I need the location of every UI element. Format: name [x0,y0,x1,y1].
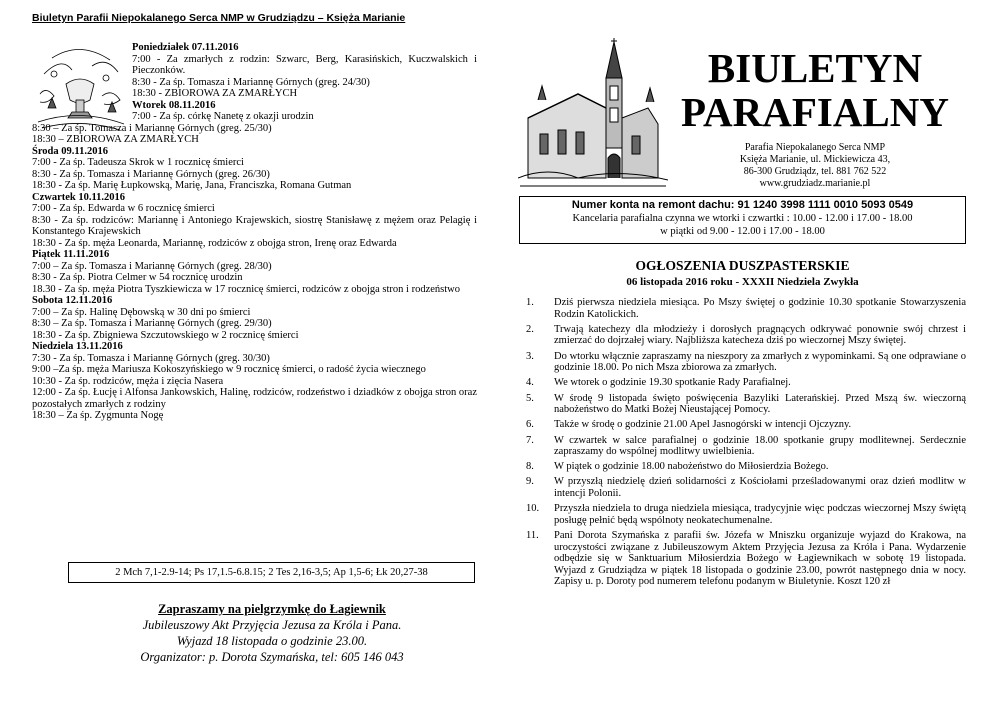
mass-item: 8:30 - Za śp. Tomasza i Mariannę Górnych (greg. 24/30) [132,76,370,88]
church-illustration [518,38,668,190]
mass-item: 7:30 - Za śp. Tomasza i Mariannę Górnych (greg. 30/30) [32,352,270,364]
day-title: Czwartek 10.11.2016 [32,191,126,203]
day-wednesday [32,146,477,192]
item-text: Do wtorku włącznie zapraszamy na nieszpory za zmarłych z wypominkami. Są one odprawiane o godzinie 18.00. Po nich Msza zbiorowa za zmarłych. [554,350,966,374]
day-title: Piątek 11.11.2016 [32,249,110,260]
mass-item: 10:30 - Za śp. rodziców, męża i zięcia Nasera [32,375,224,387]
announcement-item [526,351,966,374]
item-number: 1. [526,297,534,308]
mass-schedule [32,42,477,422]
day-title: Sobota 12.11.2016 [32,295,113,306]
item-text: W piątek o godzinie 18.00 nabożeństwo do Miłosierdzia Bożego. [554,461,829,473]
pilgrimage-organizer: Organizator: p. Dorota Szymańska, tel: 605 146 043 [140,650,404,664]
item-number: 6. [526,419,534,431]
item-number: 4. [526,377,534,389]
parish-info [690,142,940,190]
day-saturday [32,295,477,341]
mass-item: 8:30 – Za śp. Tomasza i Mariannę Górnych (greg. 25/30) [32,122,272,134]
mass-item: 8:30 - Za śp. Tomasza i Mariannę Górnych (greg. 26/30) [32,168,270,180]
parish-website: www.grudziadz.marianie.pl [759,178,871,189]
announcement-item [526,476,966,499]
item-text: Przyszła niedziela to druga niedziela miesiąca, tradycyjnie więc podczas wieczornej Mszy świętą posługę pełnić będą wspólnoty neokatechumenalne. [554,503,966,526]
mass-item: 7:00 - Za śp. Tadeusza Skrok w 1 rocznicę śmierci [32,157,244,168]
pilgrimage-notice [92,601,452,665]
liturgical-readings: 2 Mch 7,1-2.9-14; Ps 17,1.5-6.8.15; 2 Tes 2,16-3,5; Ap 1,5-6; Łk 20,27-38 [68,562,475,583]
day-thursday [32,192,477,250]
parish-address: Księża Marianie, ul. Mickiewicza 43, [739,154,891,165]
item-text: W środę 9 listopada święto poświęcenia Bazyliki Laterańskiej. Przed Mszą św. wieczorną nabożeństwo do Matki Bożej Nieustającej Pomocy. [554,392,966,416]
announcement-item [526,324,966,347]
announcement-item [526,297,966,320]
day-title: Wtorek 08.11.2016 [132,99,216,111]
parish-contact: 86-300 Grudziądz, tel. 881 762 522 [743,166,887,177]
pilgrimage-line: Jubileuszowy Akt Przyjęcia Jezusa za Króla i Pana. [142,618,402,632]
item-text: Także w środę o godzinie 21.00 Apel Jasnogórski w intencji Ojczyzny. [554,419,852,431]
mass-item: 18:30 - Za śp. Marię Łupkowską, Marię, Jana, Franciszka, Romana Gutman [32,180,352,191]
mass-item: 9:00 –Za śp. męża Mariusza Kokoszyńskiego w 9 rocznicę śmierci, o radość życia wiecznego [32,364,426,375]
announcements-list [526,297,966,592]
mass-item: 8:30 - Za śp. Piotra Celmer w 54 rocznicę urodzin [32,272,243,283]
announcement-item [526,461,966,473]
item-text: Pani Dorota Szymańska z parafii św. Józefa w Mniszku organizuje wyjazd do Krakowa, na uroczystości związane z Jubileuszowym Aktem Przyjęcia Jezusa za Króla i Pana. Wydarzenie odbędzie się w Sanktuarium Miłosierdzia Bożego w Łagiewnikach w sobotę 19 listopada. Wyjazd z Grudziądza w piątek 18 listopada o godzinie 23.00, powrót następnego dnia w nocy. Zapisy u. p. Doroty pod numerem telefonu podanym w Biuletynie. Koszt 120 zł [554,530,966,588]
day-title: Poniedziałek 07.11.2016 [132,42,239,53]
day-friday [32,249,477,295]
announcement-item [526,530,966,588]
announcements-title: OGŁOSZENIA DUSZPASTERSKIE [635,258,850,273]
day-title: Niedziela 13.11.2016 [32,341,123,352]
office-hours: Kancelaria parafialna czynna we wtorki i czwartki : 10.00 - 12.00 i 17.00 - 18.00 [572,213,913,224]
item-text: We wtorek o godzinie 19.30 spotkanie Rady Parafialnej. [554,377,791,389]
parish-name: Parafia Niepokalanego Serca NMP [744,142,886,153]
mass-item: 18:30 - Za śp. męża Leonarda, Mariannę, rodziców z obojga stron, Irenę oraz Edwarda [32,237,397,249]
item-number: 9. [526,476,534,488]
announcements-subtitle: 06 listopada 2016 roku - XXXII Niedziela Zwykła [626,276,859,288]
announcement-item [526,393,966,416]
item-text: Trwają katechezy dla młodzieży i dorosłych pragnących odkrywać ponownie swój chrzest i zmierzać do dojrzałej wiary. Najbliższa katecheza dziś po wieczornej Mszy świętej. [554,323,966,347]
announcement-item [526,377,966,389]
announcement-item [526,503,966,526]
day-title: Środa 09.11.2016 [32,145,108,157]
mass-item: 8:30 – Za śp. Tomasza i Mariannę Górnych (greg. 29/30) [32,318,272,329]
mass-item: 7:00 – Za śp. Halinę Dębowską w 30 dni po śmierci [32,306,251,318]
day-tuesday [32,100,477,146]
item-text: W przyszłą niedzielę dzień solidarności z Kościołami prześladowanymi oraz dzień modlitw w intencji Polonii. [554,476,966,500]
announcement-item [526,419,966,431]
title-line: PARAFIALNY [680,89,949,135]
pilgrimage-title: Zapraszamy na pielgrzymkę do Łagiewnik [158,602,386,616]
bank-account: Numer konta na remont dachu: 91 1240 3998 1111 0010 5093 0549 [571,199,914,211]
day-sunday [32,341,477,422]
bulletin-header: Biuletyn Parafii Niepokalanego Serca NMP w Grudziądzu – Księża Marianie [32,12,406,24]
mass-item: 18.30 - Za śp. męża Piotra Tyszkiewicza w 17 rocznicę śmierci, rodziców z obojga stron i rodzeństwo [32,283,460,295]
account-box [519,196,966,244]
item-number: 10. [526,503,540,515]
item-number: 8. [526,461,534,473]
item-number: 3. [526,350,534,362]
day-monday [32,42,477,100]
left-column [32,12,482,664]
pilgrimage-line: Wyjazd 18 listopada o godzinie 23.00. [176,634,368,648]
mass-item: 7:00 - Za zmarłych z rodzin: Szwarc, Berg, Karasińskich, Kuczwalskich i Pieczonków. [132,53,477,76]
bulletin-title [665,46,965,134]
office-hours: w piątki od 9.00 - 12.00 i 17.00 - 18.00 [660,226,825,237]
announcement-item [526,435,966,458]
title-line: BIULETYN [707,45,923,91]
item-number: 11. [526,530,539,542]
mass-item: 12:00 - Za śp. Łucję i Alfonsa Jankowskich, Halinę, rodziców, rodzeństwo i dziadków z obojga stron oraz pozostałych zmarłych z rodziny [32,387,477,410]
mass-item: 7:00 - Za śp. córkę Nanetę z okazji urodzin [132,111,314,122]
item-number: 2. [526,323,534,335]
mass-item: 8:30 - Za śp. rodziców: Mariannę i Antoniego Krajewskich, siostrę Stanisławę z mężem oraz Pelagię i Konstantego Krajewskich [32,214,477,237]
mass-item: 7:00 – Za śp. Tomasza i Mariannę Górnych (greg. 28/30) [32,260,272,272]
mass-item: 18:30 - ZBIOROWA ZA ZMARŁYCH [132,88,298,99]
item-text: W czwartek w salce parafialnej o godzinie 18.00 spotkanie grupy modlitewnej. Serdecznie zapraszamy do wspólnej modlitwy uwielbienia. [554,434,966,458]
mass-item: 18:30 - Za śp. Zbigniewa Szczutowskiego w 2 rocznicę śmierci [32,329,299,341]
item-number: 7. [526,434,534,446]
item-text: Dziś pierwsza niedziela miesiąca. Po Mszy świętej o godzinie 10.30 spotkanie Stowarzyszenia Rodzin Katolickich. [554,297,966,320]
mass-item: 18:30 – ZBIOROWA ZA ZMARŁYCH [32,134,199,145]
mass-item: 7:00 - Za śp. Edwarda w 6 rocznicę śmierci [32,203,215,214]
mass-item: 18:30 – Za śp. Zygmunta Nogę [32,410,164,421]
item-number: 5. [526,392,534,404]
